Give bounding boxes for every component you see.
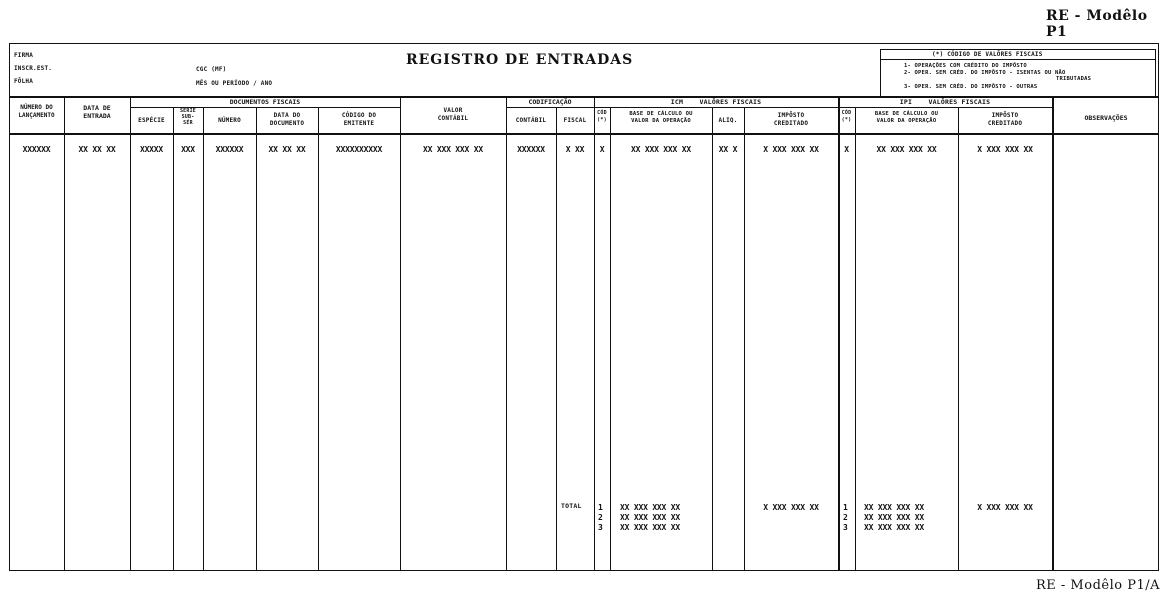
row-ipi-cod: X (844, 145, 849, 154)
row-fiscal: X XX (565, 145, 585, 154)
row-icm-cod: X (599, 145, 605, 154)
col-header-icm-base: BASE DE CÁLCULO OU VALOR DA OPERAÇÃO (629, 111, 693, 124)
col-header-icm-aliq: ALIQ. (718, 117, 738, 124)
total-icm-bases: XX XXX XXX XX XX XXX XXX XX XX XXX XXX XX (620, 503, 681, 532)
col-header-valor-contabil: VALOR CONTÁBIL (437, 107, 469, 122)
col-header-especie: ESPÉCIE (138, 117, 165, 124)
legend-item-2b: TRIBUTADAS (1056, 76, 1092, 82)
col-header-fiscal: FISCAL (563, 117, 587, 124)
legend-item-3: 3- OPER. SEM CRÉD. DO IMPÔSTO - OUTRAS (904, 84, 1038, 90)
col-header-data-entrada: DATA DE ENTRADA (83, 104, 111, 120)
row-valor-contabil: XX XXX XXX XX (422, 145, 483, 154)
col-header-contabil: CONTÁBIL (515, 117, 547, 124)
legend-item-2: 2- OPER. SEM CRÉD. DO IMPÔSTO - ISENTAS OU NÃO (904, 70, 1066, 76)
col-header-serie: SÉRIE SUB- SÉR (179, 108, 197, 126)
inscr-label: INSCR.EST. (14, 65, 53, 72)
row-icm-aliq: XX X (718, 145, 738, 154)
row-ipi-imposto: X XXX XXX XX (977, 145, 1033, 154)
cgc-label: CGC (MF) (196, 66, 227, 73)
col-header-codificacao: CODIFICAÇÃO (528, 98, 572, 106)
row-contabil: XXXXXX (517, 145, 545, 154)
total-icm-imposto: X XXX XXX XX (763, 503, 819, 512)
col-header-icm-cod: CÓD (*) (597, 110, 607, 123)
legend-item-1: 1- OPERAÇÕES COM CRÉDITO DO IMPÔSTO (904, 63, 1027, 69)
col-header-ipi-group: IPI VALÔRES FISCAIS (899, 98, 991, 106)
col-header-observacoes: OBSERVAÇÕES (1084, 114, 1128, 122)
col-header-data-documento: DATA DO DOCUMENTO (269, 112, 305, 127)
col-header-ipi-imposto: IMPÔSTO CREDITADO (987, 112, 1023, 127)
col-header-numero-lancamento: NÚMERO DO LANÇAMENTO (18, 104, 55, 119)
model-label-top: RE - Modêlo P1 (1046, 8, 1148, 40)
row-numero: XXXXXX (215, 145, 244, 154)
row-ipi-base: XX XXX XXX XX (876, 145, 937, 154)
model-label-bottom: RE - Modêlo P1/A (1036, 578, 1160, 593)
row-icm-imposto: X XXX XXX XX (763, 145, 819, 154)
page-title: REGISTRO DE ENTRADAS (406, 52, 634, 68)
folha-label: FÔLHA (14, 78, 34, 85)
row-especie: XXXXX (139, 145, 164, 154)
col-header-numero: NÚMERO (218, 117, 241, 124)
row-numero-lancamento: XXXXXX (22, 145, 51, 154)
mes-label: MÊS OU PERÍODO / ANO (196, 80, 273, 87)
legend-title: (*) CÓDIGO DE VALÔRES FISCAIS (932, 51, 1043, 58)
col-header-documentos-fiscais: DOCUMENTOS FISCAIS (229, 98, 301, 106)
col-header-icm-group: ICM VALÔRES FISCAIS (670, 98, 762, 106)
row-icm-base: XX XXX XXX XX (630, 145, 691, 154)
total-ipi-codes: 1 2 3 (843, 503, 848, 532)
col-header-codigo-emitente: CÓDIGO DO EMITENTE (341, 112, 377, 127)
firma-label: FIRMA (14, 52, 34, 59)
row-data-documento: XX XX XX (268, 145, 306, 154)
total-icm-codes: 1 2 3 (598, 503, 603, 532)
total-ipi-imposto: X XXX XXX XX (977, 503, 1033, 512)
total-ipi-bases: XX XXX XXX XX XX XXX XXX XX XX XXX XXX XX (864, 503, 925, 532)
row-data-entrada: XX XX XX (78, 145, 116, 154)
col-header-ipi-base: BASE DE CÁLCULO OU VALOR DA OPERAÇÃO (874, 111, 939, 124)
total-label: TOTAL (561, 502, 582, 510)
col-header-ipi-cod: CÓD (*) (841, 110, 852, 123)
row-codigo-emitente: XXXXXXXXXX (335, 145, 383, 154)
row-serie: XXX (181, 145, 195, 154)
col-header-icm-imposto: IMPÔSTO CREDITADO (773, 112, 809, 127)
